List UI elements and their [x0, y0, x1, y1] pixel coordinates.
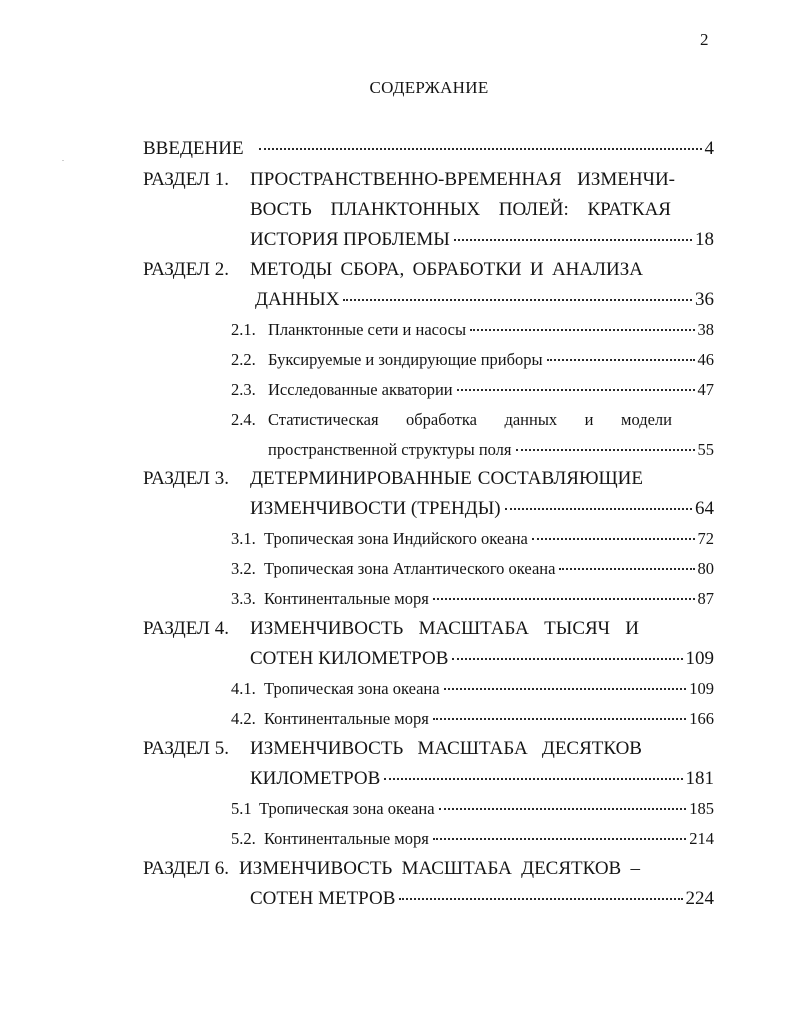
toc-page: 87: [697, 589, 714, 608]
toc-heading: СОТЕН МЕТРОВ: [250, 888, 396, 909]
toc-heading: СОТЕН КИЛОМЕТРОВ: [250, 648, 449, 669]
toc-sub-number: 3.1.: [231, 529, 256, 548]
toc-sub-number: 3.2.: [231, 559, 256, 578]
page-title: СОДЕРЖАНИЕ: [369, 78, 489, 97]
toc-section-6-line2[interactable]: [250, 887, 714, 911]
toc-page: 72: [697, 529, 714, 548]
toc-label: РАЗДЕЛ 1.: [143, 169, 229, 190]
toc-subsection-2-2[interactable]: [231, 348, 714, 372]
dot-leader: [384, 778, 682, 780]
toc-subsection-5-2[interactable]: [231, 827, 714, 851]
toc-sub-title: Буксируемые и зондирующие приборы: [268, 350, 543, 369]
toc-subsection-2-1[interactable]: [231, 318, 714, 342]
toc-section-4-line1[interactable]: [143, 617, 714, 641]
dot-leader: [516, 449, 695, 451]
toc-heading: МЕТОДЫ СБОРА, ОБРАБОТКИ И АНАЛИЗА: [250, 259, 643, 280]
toc-subsection-2-4-line1[interactable]: [231, 408, 714, 432]
toc-label: ВВЕДЕНИЕ: [143, 138, 244, 159]
toc-subsection-2-4-line2[interactable]: [268, 438, 714, 462]
toc-page: 80: [697, 559, 714, 578]
toc-section-2-line2[interactable]: [255, 288, 714, 312]
toc-section-4-line2[interactable]: [250, 647, 714, 671]
toc-label: РАЗДЕЛ 6.: [143, 858, 229, 879]
toc-sub-title: Тропическая зона океана: [259, 799, 435, 818]
toc-subsection-3-2[interactable]: [231, 557, 714, 581]
toc-heading: ДАННЫХ: [255, 289, 340, 310]
toc-sub-number: 4.2.: [231, 709, 256, 728]
toc-section-1-line3[interactable]: [250, 228, 714, 252]
toc-section-5-line2[interactable]: [250, 767, 714, 791]
toc-sub-number: 5.2.: [231, 829, 256, 848]
toc-heading: ИЗМЕНЧИВОСТЬ МАСШТАБА ДЕСЯТКОВ: [250, 738, 642, 759]
toc-sub-number: 2.4.: [231, 410, 256, 429]
toc-sub-number: 2.1.: [231, 320, 256, 339]
toc-page: 181: [685, 768, 714, 789]
dot-leader: [452, 658, 682, 660]
toc-page: 109: [689, 679, 714, 698]
toc-section-3-line1[interactable]: [143, 467, 714, 491]
toc-heading: КИЛОМЕТРОВ: [250, 768, 381, 789]
toc-page: 4: [704, 138, 714, 159]
toc-page: 214: [689, 829, 714, 848]
dot-leader: [470, 329, 694, 331]
toc-page: 224: [685, 888, 714, 909]
toc-page: 36: [695, 289, 714, 310]
toc-section-1-line2: ВОСТЬ ПЛАНКТОННЫХ ПОЛЕЙ: КРАТКАЯ: [250, 199, 671, 220]
toc-page: 166: [689, 709, 714, 728]
dot-leader: [444, 688, 687, 690]
toc-page: 109: [685, 648, 714, 669]
toc-label: РАЗДЕЛ 5.: [143, 738, 229, 759]
dot-leader: [259, 148, 702, 150]
dot-leader: [547, 359, 695, 361]
toc-subsection-3-3[interactable]: [231, 587, 714, 611]
dot-leader: [454, 239, 692, 241]
dot-leader: [399, 898, 682, 900]
toc-sub-title: Континентальные моря: [264, 589, 429, 608]
toc-page: 64: [695, 498, 714, 519]
dot-leader: [433, 598, 695, 600]
toc-page: 47: [697, 380, 714, 399]
toc-heading: ДЕТЕРМИНИРОВАННЫЕ СОСТАВЛЯЮЩИЕ: [250, 468, 643, 489]
dot-leader: [505, 508, 692, 510]
toc-sub-title: Планктонные сети и насосы: [268, 320, 467, 339]
toc-section-5-line1[interactable]: [143, 737, 714, 761]
toc-sub-title: пространственной структуры поля: [268, 440, 512, 459]
toc-subsection-3-1[interactable]: [231, 527, 714, 551]
toc-sub-title: Исследованные акватории: [268, 380, 453, 399]
toc-label: РАЗДЕЛ 3.: [143, 468, 229, 489]
toc-sub-number: 3.3.: [231, 589, 256, 608]
toc-section-1-line1[interactable]: [143, 168, 714, 192]
toc-sub-title: Тропическая зона Атлантического океана: [264, 559, 556, 578]
toc-page: 38: [697, 320, 714, 339]
toc-heading: ПРОСТРАНСТВЕННО-ВРЕМЕННАЯ ИЗМЕНЧИ-: [250, 169, 675, 190]
toc-section-6-line1[interactable]: [143, 857, 714, 881]
toc-entry-intro[interactable]: [143, 137, 714, 161]
toc-sub-title: Континентальные моря: [264, 709, 429, 728]
toc-sub-title: Континентальные моря: [264, 829, 429, 848]
toc-heading: ИЗМЕНЧИВОСТИ (ТРЕНДЫ): [250, 498, 501, 519]
toc-subsection-4-1[interactable]: [231, 677, 714, 701]
toc-sub-title: Тропическая зона Индийского океана: [264, 529, 528, 548]
dot-leader: [433, 718, 686, 720]
toc-heading: ИЗМЕНЧИВОСТЬ МАСШТАБА ДЕСЯТКОВ –: [239, 858, 640, 879]
dot-leader: [433, 838, 686, 840]
toc-page: 46: [697, 350, 714, 369]
toc-page: 18: [695, 229, 714, 250]
toc-label: РАЗДЕЛ 4.: [143, 618, 229, 639]
dot-leader: [439, 808, 687, 810]
toc-subsection-2-3[interactable]: [231, 378, 714, 402]
toc-section-2-line1[interactable]: [143, 258, 714, 282]
toc-sub-number: 5.1: [231, 799, 252, 818]
toc-heading: ИСТОРИЯ ПРОБЛЕМЫ: [250, 229, 450, 250]
dot-leader: [532, 538, 695, 540]
toc-subsection-5-1[interactable]: [231, 797, 714, 821]
toc-subsection-4-2[interactable]: [231, 707, 714, 731]
page-number: 2: [700, 30, 709, 49]
dot-leader: [457, 389, 695, 391]
toc-page: 55: [697, 440, 714, 459]
toc-sub-number: 4.1.: [231, 679, 256, 698]
toc-page: 185: [689, 799, 714, 818]
dot-leader: [559, 568, 694, 570]
toc-sub-title: Тропическая зона океана: [264, 679, 440, 698]
toc-sub-number: 2.2.: [231, 350, 256, 369]
toc-heading: ИЗМЕНЧИВОСТЬ МАСШТАБА ТЫСЯЧ И: [250, 618, 639, 639]
toc-label: РАЗДЕЛ 2.: [143, 259, 229, 280]
toc-sub-number: 2.3.: [231, 380, 256, 399]
toc-sub-title: Статистическая обработка данных и модели: [268, 410, 672, 429]
scan-speck: [62, 160, 64, 161]
toc-section-3-line2[interactable]: [250, 497, 714, 521]
dot-leader: [343, 299, 692, 301]
